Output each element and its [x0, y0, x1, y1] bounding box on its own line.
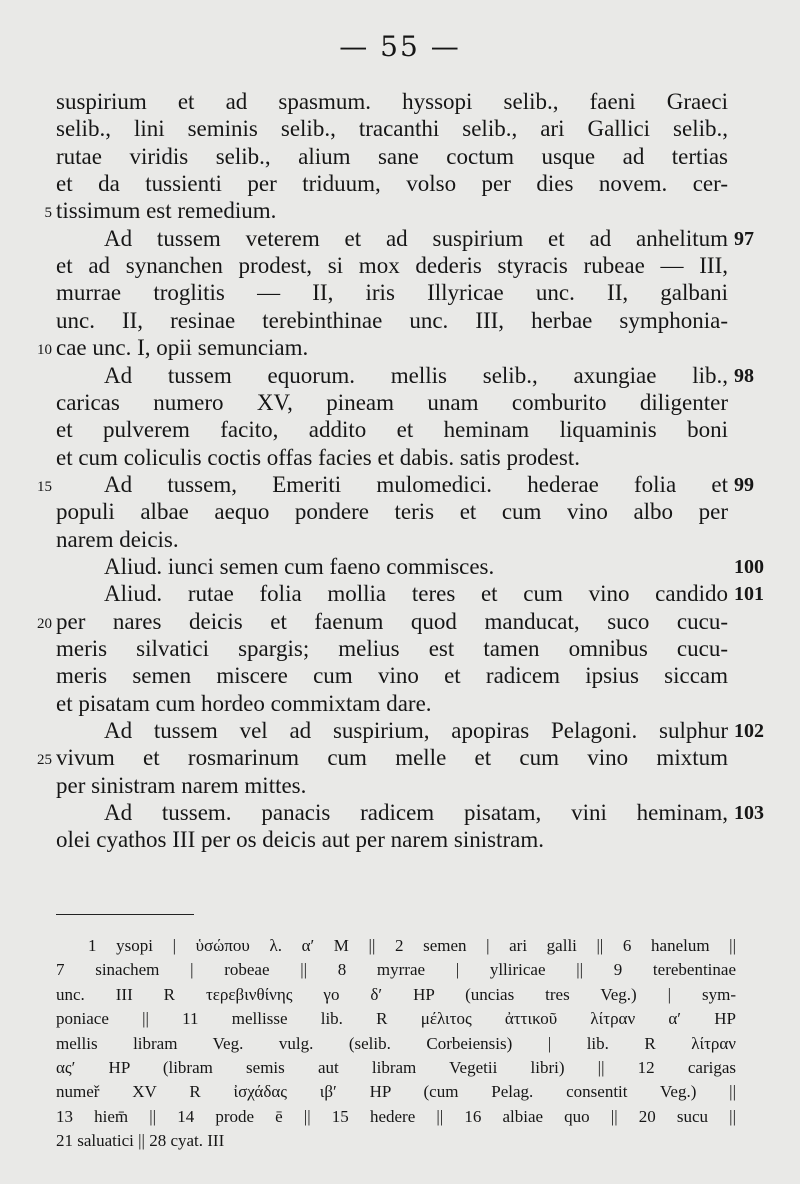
text-line: Ad tussem. panacis radicem pisatam, vini heminam,	[104, 800, 728, 825]
section-number: 101	[734, 583, 764, 605]
text-line: Ad tussem, Emeriti mulomedici. hederae folia et	[104, 472, 728, 497]
apparatus-line: poniace || 11 mellisse lib. R μέλιτος ἀττικοῦ λίτραν α′ HP	[56, 1009, 736, 1028]
apparatus-line: 1 ysopi | ὑσώπου λ. α′ M || 2 semen | ari galli || 6 hanelum ||	[88, 936, 736, 955]
text-line: Aliud. rutae folia mollia teres et cum vino candido	[104, 581, 728, 606]
text-line: meris silvatici spargis; melius est tamen omnibus cucu-	[56, 636, 728, 661]
text-line: narem deicis.	[56, 527, 179, 552]
apparatus-line: ας′ HP (libram semis aut libram Vegetii libri) || 12 carigas	[56, 1058, 736, 1077]
section-number: 102	[734, 720, 764, 742]
text-line: selib., lini seminis selib., tracanthi selib., ari Gallici selib.,	[56, 116, 728, 141]
text-line: per sinistram narem mittes.	[56, 773, 307, 798]
text-line: Ad tussem veterem et ad suspirium et ad anhelitum	[104, 226, 728, 251]
text-line: caricas numero XV, pineam unam comburito diligenter	[56, 390, 728, 415]
line-number: 20	[37, 616, 52, 632]
apparatus-line: 7 sinachem | robeae || 8 myrrae | ylliricae || 9 terebentinae	[56, 960, 736, 979]
text-line: tissimum est remedium.	[56, 198, 277, 223]
line-number: 10	[37, 342, 52, 358]
section-number: 100	[734, 556, 764, 578]
text-line: per nares deicis et faenum quod manducat, suco cucu-	[56, 609, 728, 634]
text-line: vivum et rosmarinum cum melle et cum vino mixtum	[56, 745, 728, 770]
apparatus-line: mellis libram Veg. vulg. (selib. Corbeiensis) | lib. R λίτραν	[56, 1034, 736, 1053]
text-line: populi albae aequo pondere teris et cum vino albo per	[56, 499, 728, 524]
text-line: et pisatam cum hordeo commixtam dare.	[56, 691, 432, 716]
apparatus-line: unc. III R τερεβινθίνης γο δ′ HP (uncias tres Veg.) | sym-	[56, 985, 736, 1004]
text-line: meris semen miscere cum vino et radicem ipsius siccam	[56, 663, 728, 688]
section-number: 97	[734, 228, 754, 250]
footnote-rule	[56, 914, 194, 915]
section-number: 103	[734, 802, 764, 824]
section-number: 99	[734, 474, 754, 496]
apparatus-line: numeř XV R ἰσχάδας ιβ′ HP (cum Pelag. consentit Veg.) ||	[56, 1082, 736, 1101]
section-number: 98	[734, 365, 754, 387]
text-line: Ad tussem vel ad suspirium, apopiras Pelagoni. sulphur	[104, 718, 728, 743]
text-line: et pulverem facito, addito et heminam liquaminis boni	[56, 417, 728, 442]
text-line: et da tussienti per triduum, volso per dies novem. cer-	[56, 171, 728, 196]
page-number: — 55 —	[339, 30, 461, 63]
text-line: et cum coliculis coctis offas facies et dabis. satis prodest.	[56, 445, 580, 470]
text-line: et ad synanchen prodest, si mox dederis styracis rubeae — III,	[56, 253, 728, 278]
text-line: unc. II, resinae terebinthinae unc. III, herbae symphonia-	[56, 308, 728, 333]
text-line: olei cyathos III per os deicis aut per narem sinistram.	[56, 827, 544, 852]
apparatus-line: 21 saluatici || 28 cyat. III	[56, 1131, 225, 1150]
text-line: suspirium et ad spasmum. hyssopi selib., faeni Graeci	[56, 89, 728, 114]
text-line: cae unc. I, opii semunciam.	[56, 335, 309, 360]
text-line: rutae viridis selib., alium sane coctum usque ad tertias	[56, 144, 728, 169]
line-number: 5	[44, 205, 52, 221]
apparatus-line: 13 hiem̄ || 14 prode ē || 15 hedere || 16 albiae quo || 20 sucu ||	[56, 1107, 736, 1126]
text-line: Ad tussem equorum. mellis selib., axungiae lib.,	[104, 363, 728, 388]
text-line: murrae troglitis — II, iris Illyricae unc. II, galbani	[56, 280, 728, 305]
line-number: 15	[37, 479, 52, 495]
text-line: Aliud. iunci semen cum faeno commisces.	[104, 554, 495, 579]
line-number: 25	[37, 752, 52, 768]
